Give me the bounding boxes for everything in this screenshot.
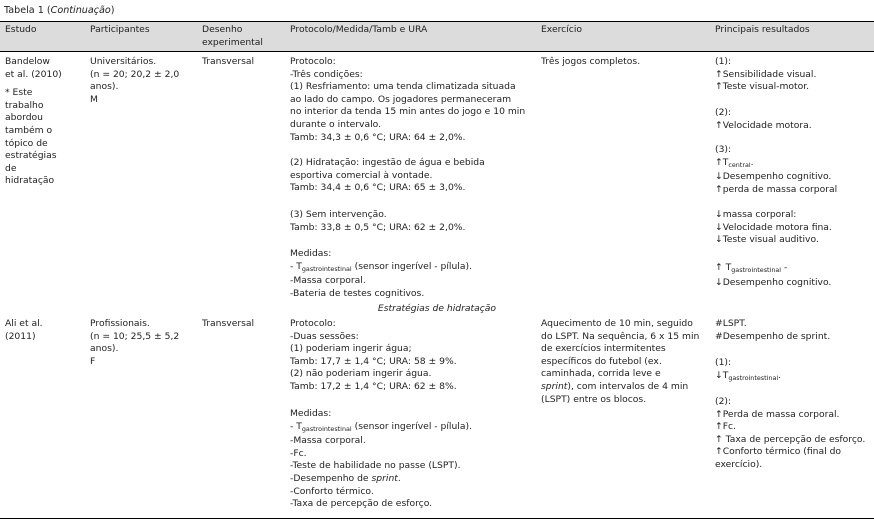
header-exercicio: Exercício: [541, 24, 583, 35]
row1-estudo: Bandelow et al. (2010) * Este trabalho abordou também o tópico de estratégias de hidratação: [5, 56, 62, 187]
row1-resultados: (1): ↑Sensibilidade visual. ↑Teste visual-motor.: [715, 56, 817, 93]
header-desenho: Desenho experimental: [202, 24, 263, 48]
row1-resultados-massa: ↓massa corporal: ↓Velocidade motora fina. ↓Teste visual auditivo.: [715, 209, 832, 246]
section-subtitle: Estratégias de hidratação: [377, 303, 497, 314]
row1-protocolo-sem-intervencao: (3) Sem intervenção. Tamb: 33,8 ± 0,5 °C; URA: 62 ± 2,0%.: [290, 209, 466, 233]
row2-resultados-1: (1): $↓T_{gastrointestinal}$.: [715, 357, 782, 382]
row2-resultados: #LSPT. #Desempenho de sprint.: [715, 318, 831, 342]
header-protocolo: Protocolo/Medida/Tamb e URA: [290, 24, 428, 35]
header-resultados: Principais resultados: [715, 24, 810, 35]
row1-resultados-3: (3): $↑T_{central}$. ↓Desempenho cognitivo. ↑perda de massa corporal: [715, 144, 838, 195]
row1-protocolo: Protocolo: -Três condições: (1) Resfriamento: uma tenda climatizada situada ao lado do campo. Os jogadores permaneceram no interior da tenda 15 min antes do jogo e 10 min durante o intervalo. Tamb: 34,3 ± 0,6 °C; URA: 64 ± 2,0%.: [290, 56, 526, 143]
header-estudo: Estudo: [5, 24, 37, 35]
row2-protocolo-medidas: Medidas: - $T_{gastrointestinal}$ (sensor ingerível - pílula). -Massa corporal. -Fc. -Teste de habilidade no passe (LSPT). -Desempenho de sprint. -Conforto térmico. -Taxa de percepção de esforço.: [290, 408, 472, 510]
row2-estudo: Ali et al. (2011): [5, 318, 43, 342]
row1-protocolo-medidas: Medidas: - $T_{gastrointestinal}$ (sensor ingerível - pílula). -Massa corporal. -Bateria de testes cognitivos.: [290, 248, 472, 299]
table-caption: Tabela 1 (Continuação): [4, 5, 115, 16]
row2-resultados-2: (2): ↑Perda de massa corporal. ↑Fc. ↑ Taxa de percepção de esforço. ↑Conforto térmico (final do exercício).: [715, 396, 866, 470]
row1-protocolo-hidratacao: (2) Hidratação: ingestão de água e bebida esportiva comercial à vontade. Tamb: 34,4 ± 0,6 °C; URA: 65 ± 3,0%.: [290, 157, 485, 194]
header-top-rule: [0, 21, 874, 22]
header-participantes: Participantes: [90, 24, 150, 35]
row1-exercicio: Três jogos completos.: [541, 56, 641, 67]
row1-resultados-2: (2): ↑Velocidade motora.: [715, 107, 812, 131]
row2-protocolo: Protocolo: -Duas sessões: (1) poderiam ingerir água; Tamb: 17,7 ± 1,4 °C; URA: 58 ± 9%. (2) não poderiam ingerir água. Tamb: 17,2 ± 1,4 °C; URA: 62 ± 8%.: [290, 318, 457, 392]
row1-participantes: Universitários. (n = 20; 20,2 ± 2,0 anos). M: [90, 56, 180, 105]
header-bottom-rule: [0, 51, 874, 52]
row2-desenho: Transversal: [202, 318, 255, 329]
row2-exercicio: Aquecimento de 10 min, seguido do LSPT. Na sequência, 6 x 15 min de exercícios intermitentes específicos do futebol (ex. caminhada, corrida leve e sprint), com intervalos de 4 min (LSPT) entre os blocos.: [541, 318, 700, 405]
row2-participantes: Profissionais. (n = 10; 25,5 ± 5,2 anos). F: [90, 318, 180, 367]
row1-resultados-gastro: ↑ $T_{gastrointestinal}$ - ↓Desempenho cognitivo.: [715, 262, 832, 288]
row1-desenho: Transversal: [202, 56, 255, 67]
